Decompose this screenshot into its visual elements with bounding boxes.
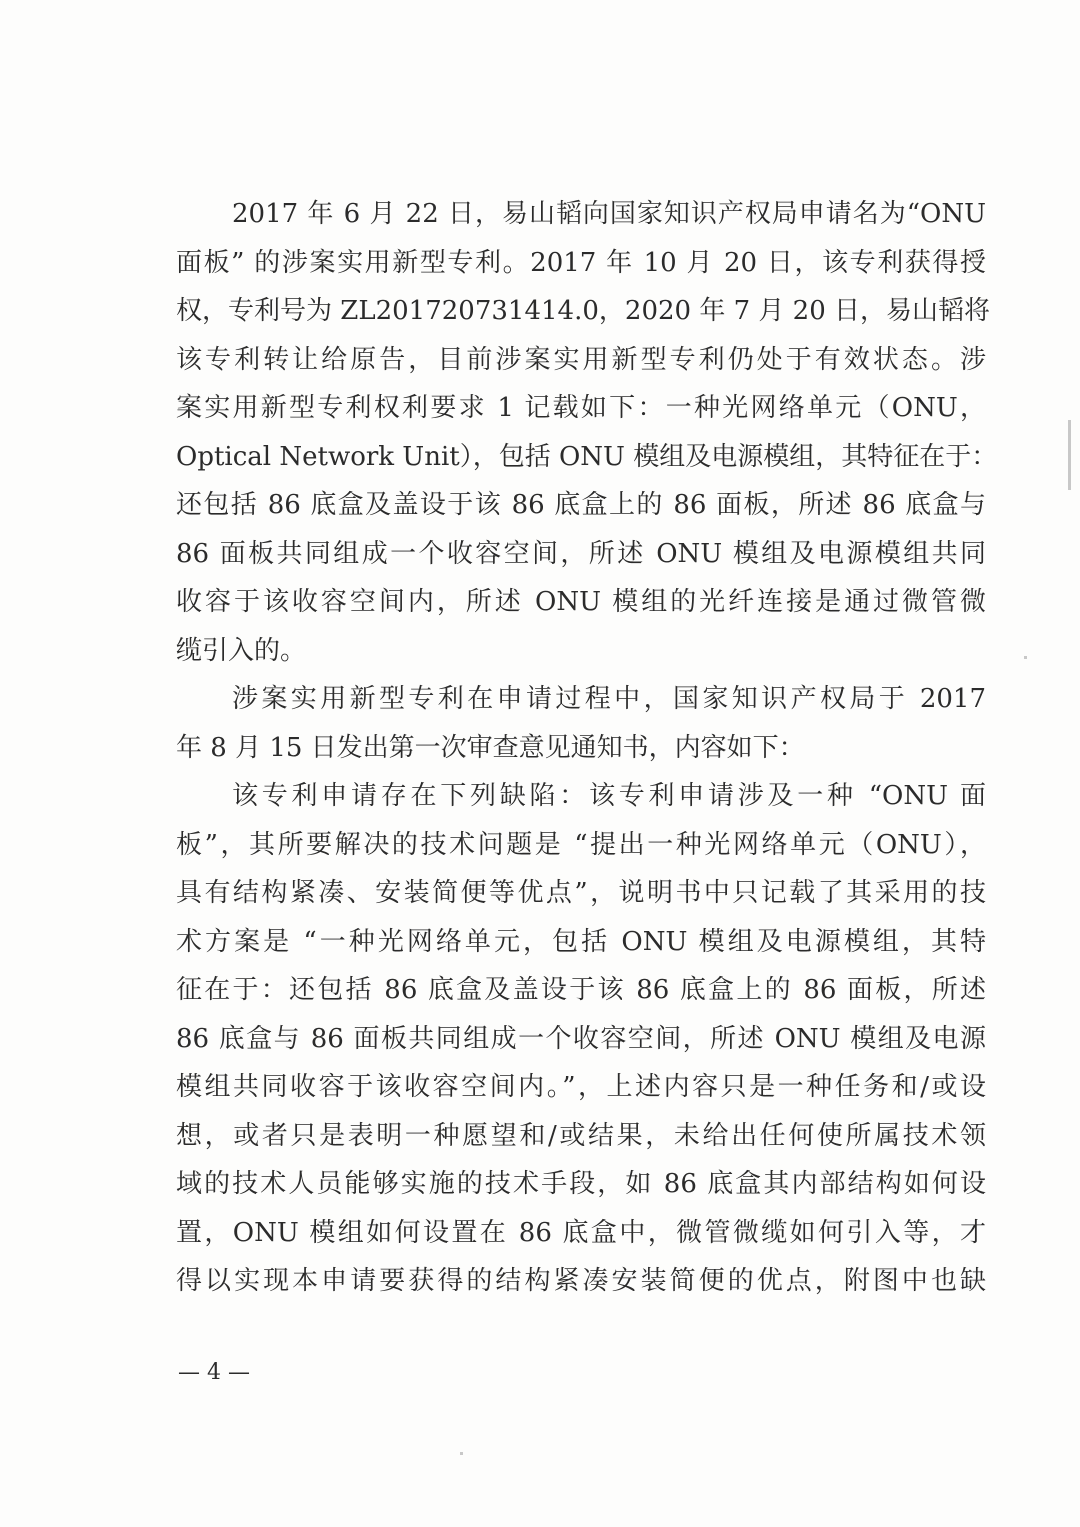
scan-mark <box>460 1452 463 1455</box>
text-line: 年 8 月 15 日发出第一次审查意见通知书，内容如下： <box>176 732 805 763</box>
text-line: 术方案是 “一种光网络单元，包括 ONU 模组及电源模组，其特 <box>176 926 986 957</box>
text-line: 板”，其所要解决的技术问题是 “提出一种光网络单元（ONU）， <box>176 829 986 860</box>
text-line: 具有结构紧凑、安装简便等优点”，说明书中只记载了其采用的技 <box>176 878 986 908</box>
text-line: 模组共同收容于该收容空间内。”，上述内容只是一种任务和/或设 <box>176 1072 986 1102</box>
text-line: 案实用新型专利权利要求 1 记载如下：一种光网络单元（ONU， <box>176 393 986 423</box>
text-line: 86 底盒与 86 面板共同组成一个收容空间，所述 ONU 模组及电源 <box>176 1023 986 1054</box>
text-line: 86 面板共同组成一个收容空间，所述 ONU 模组及电源模组共同 <box>176 538 986 569</box>
text-line: Optical Network Unit），包括 ONU 模组及电源模组，其特征在于： <box>176 441 998 472</box>
text-line: 面板” 的涉案实用新型专利。2017 年 10 月 20 日，该专利获得授 <box>176 247 986 278</box>
text-line: 还包括 86 底盒及盖设于该 86 底盒上的 86 面板，所述 86 底盒与 <box>176 490 986 520</box>
scan-mark <box>1024 656 1027 659</box>
text-line: 该专利申请存在下列缺陷：该专利申请涉及一种 “ONU 面 <box>232 781 986 811</box>
text-line: 收容于该收容空间内，所述 ONU 模组的光纤连接是通过微管微 <box>176 587 986 617</box>
text-line: 域的技术人员能够实施的技术手段，如 86 底盒其内部结构如何设 <box>176 1169 986 1199</box>
text-line: 权，专利号为 ZL201720731414.0，2020 年 7 月 20 日，易山韬将 <box>176 296 991 326</box>
page-number: — 4 — <box>178 1360 250 1385</box>
text-line: 置，ONU 模组如何设置在 86 底盒中，微管微缆如何引入等，才 <box>176 1217 986 1248</box>
scan-mark <box>1068 420 1071 490</box>
text-line: 想，或者只是表明一种愿望和/或结果，未给出任何使所属技术领 <box>176 1120 986 1151</box>
text-line: 2017 年 6 月 22 日，易山韬向国家知识产权局申请名为“ONU <box>232 199 986 229</box>
body-text <box>176 190 998 1306</box>
text-line: 该专利转让给原告，目前涉案实用新型专利仍处于有效状态。涉 <box>176 344 986 375</box>
text-line: 得以实现本申请要获得的结构紧凑安装简便的优点，附图中也缺 <box>176 1266 986 1296</box>
text-line: 缆引入的。 <box>176 635 307 666</box>
text-line: 涉案实用新型专利在申请过程中，国家知识产权局于 2017 <box>232 684 986 714</box>
text-line: 征在于：还包括 86 底盒及盖设于该 86 底盒上的 86 面板，所述 <box>176 975 986 1005</box>
